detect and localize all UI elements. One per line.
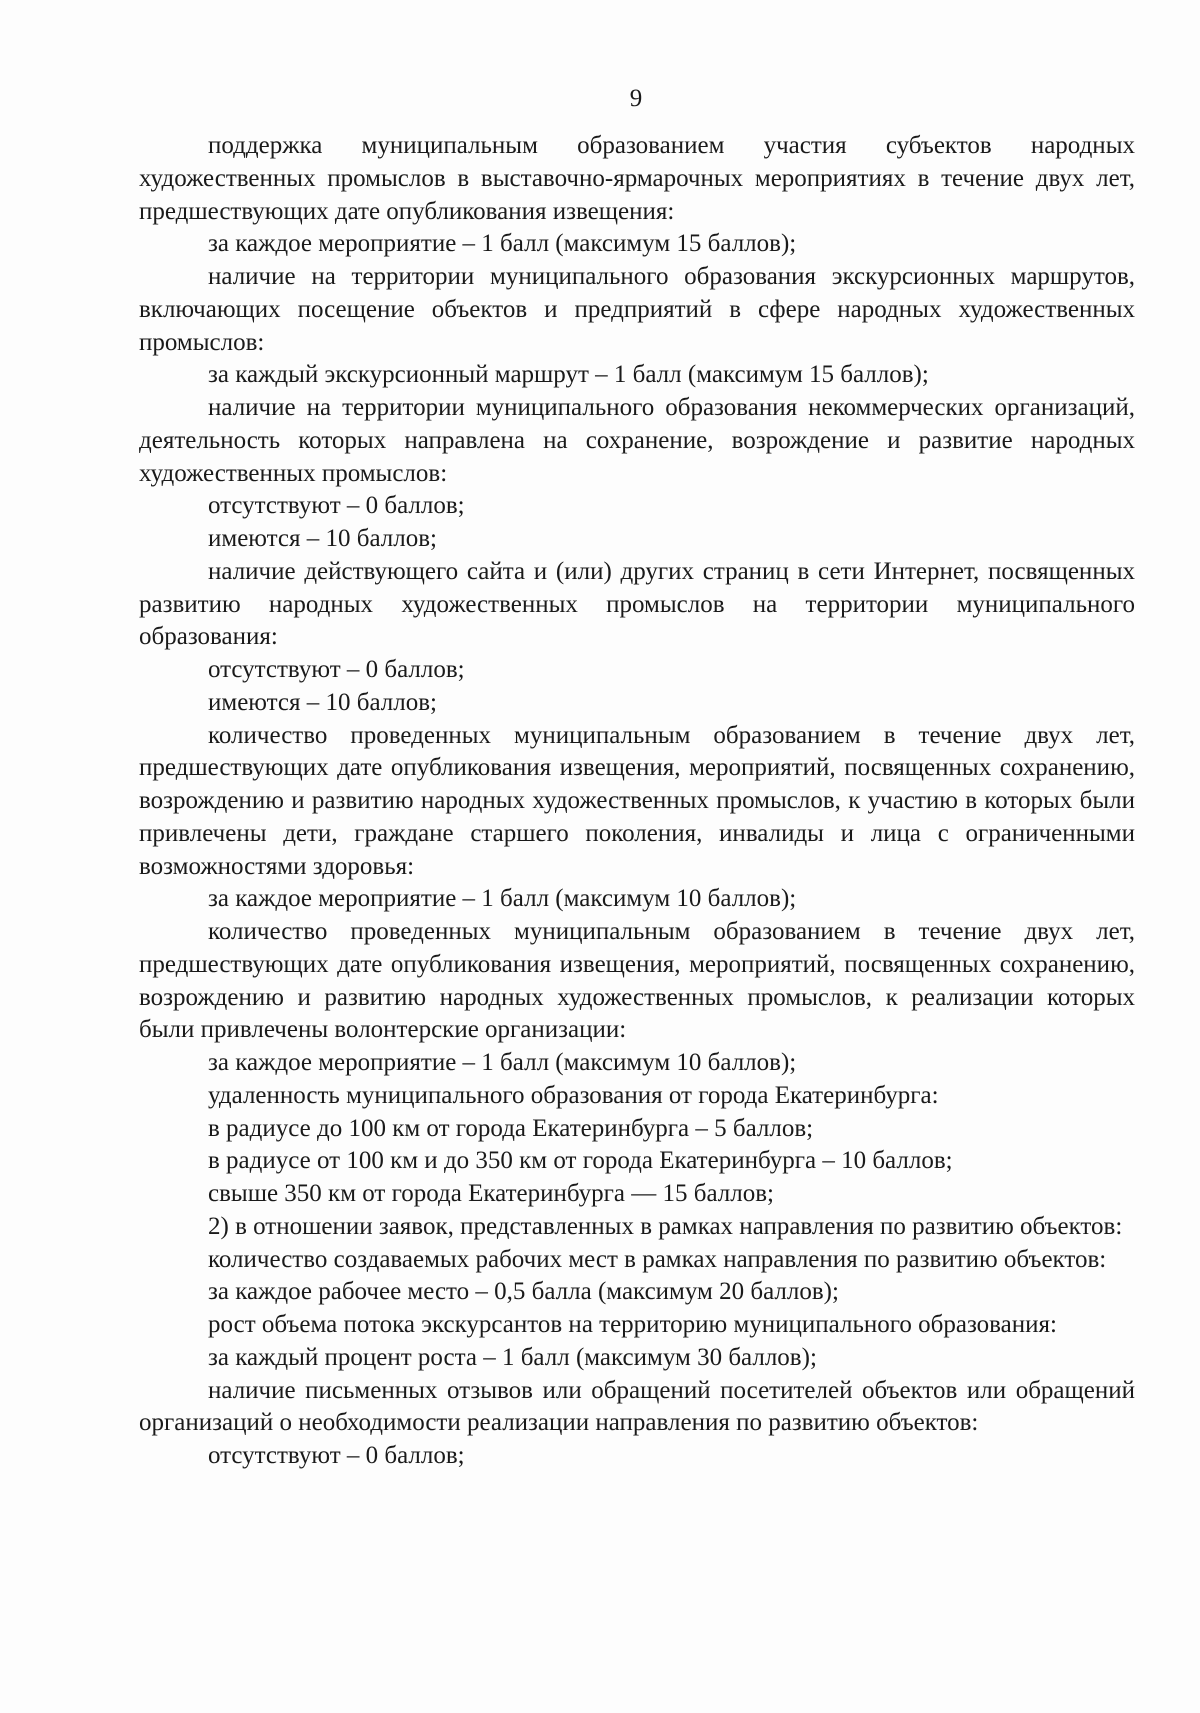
paragraph: за каждое мероприятие – 1 балл (максимум 10 баллов);: [208, 885, 797, 913]
paragraph: наличие на территории муниципального образования некоммерческих организаций, деятельность которых направлена на сохранение, возрождение и развитие народных художественных промыслов:: [139, 394, 1135, 487]
paragraph: рост объема потока экскурсантов на территорию муниципального образования:: [208, 1311, 1057, 1338]
paragraph: отсутствуют – 0 баллов;: [208, 492, 465, 520]
document-body: [139, 130, 1135, 1473]
paragraph: удаленность муниципального образования от города Екатеринбурга:: [208, 1081, 939, 1109]
paragraph: наличие на территории муниципального образования экскурсионных маршрутов, включающих посещение объектов и предприятий в сфере народных художественных промыслов:: [139, 263, 1135, 356]
paragraph: отсутствуют – 0 баллов;: [208, 656, 465, 683]
paragraph: имеются – 10 баллов;: [208, 525, 437, 552]
paragraph: поддержка муниципальным образованием участия субъектов народных художественных промыслов в выставочно-ярмарочных мероприятиях в течение двух лет, предшествующих дате опубликования извещения:: [139, 132, 1135, 225]
paragraph: отсутствуют – 0 баллов;: [208, 1442, 465, 1469]
paragraph: наличие действующего сайта и (или) других страниц в сети Интернет, посвященных развитию народных художественных промыслов на территории муниципального образования:: [139, 557, 1135, 651]
paragraph: количество создаваемых рабочих мест в рамках направления по развитию объектов:: [208, 1245, 1107, 1273]
paragraph: за каждое рабочее место – 0,5 балла (максимум 20 баллов);: [208, 1278, 839, 1306]
paragraph: 2) в отношении заявок, представленных в рамках направления по развитию объектов:: [208, 1212, 1123, 1240]
paragraph: количество проведенных муниципальным образованием в течение двух лет, предшествующих дате опубликования извещения, мероприятий, посвященных сохранению, возрождению и развитию народных художественных промыслов, к реализации которых были привлечены волонтерские организации:: [139, 918, 1135, 1044]
paragraph: свыше 350 км от города Екатеринбурга — 15 баллов;: [208, 1180, 774, 1207]
paragraph: за каждое мероприятие – 1 балл (максимум 10 баллов);: [208, 1049, 797, 1076]
paragraph: количество проведенных муниципальным образованием в течение двух лет, предшествующих дате опубликования извещения, мероприятий, посвященных сохранению, возрождению и развитию народных художественных промыслов, к участию в которых были привлечены дети, граждане старшего поколения, инвалиды и лица с ограниченными возможностями здоровья:: [139, 721, 1135, 880]
paragraph: в радиусе до 100 км от города Екатеринбурга – 5 баллов;: [208, 1114, 814, 1142]
paragraph: наличие письменных отзывов или обращений посетителей объектов или обращений организаций о необходимости реализации направления по развитию объектов:: [139, 1376, 1135, 1437]
page-number: 9: [629, 85, 643, 112]
paragraph: за каждый экскурсионный маршрут – 1 балл (максимум 15 баллов);: [208, 361, 929, 389]
paragraph: за каждое мероприятие – 1 балл (максимум 15 баллов);: [208, 230, 797, 258]
paragraph: за каждый процент роста – 1 балл (максимум 30 баллов);: [208, 1343, 817, 1371]
paragraph: имеются – 10 баллов;: [208, 688, 437, 716]
paragraph: в радиусе от 100 км и до 350 км от города Екатеринбурга – 10 баллов;: [208, 1147, 953, 1175]
